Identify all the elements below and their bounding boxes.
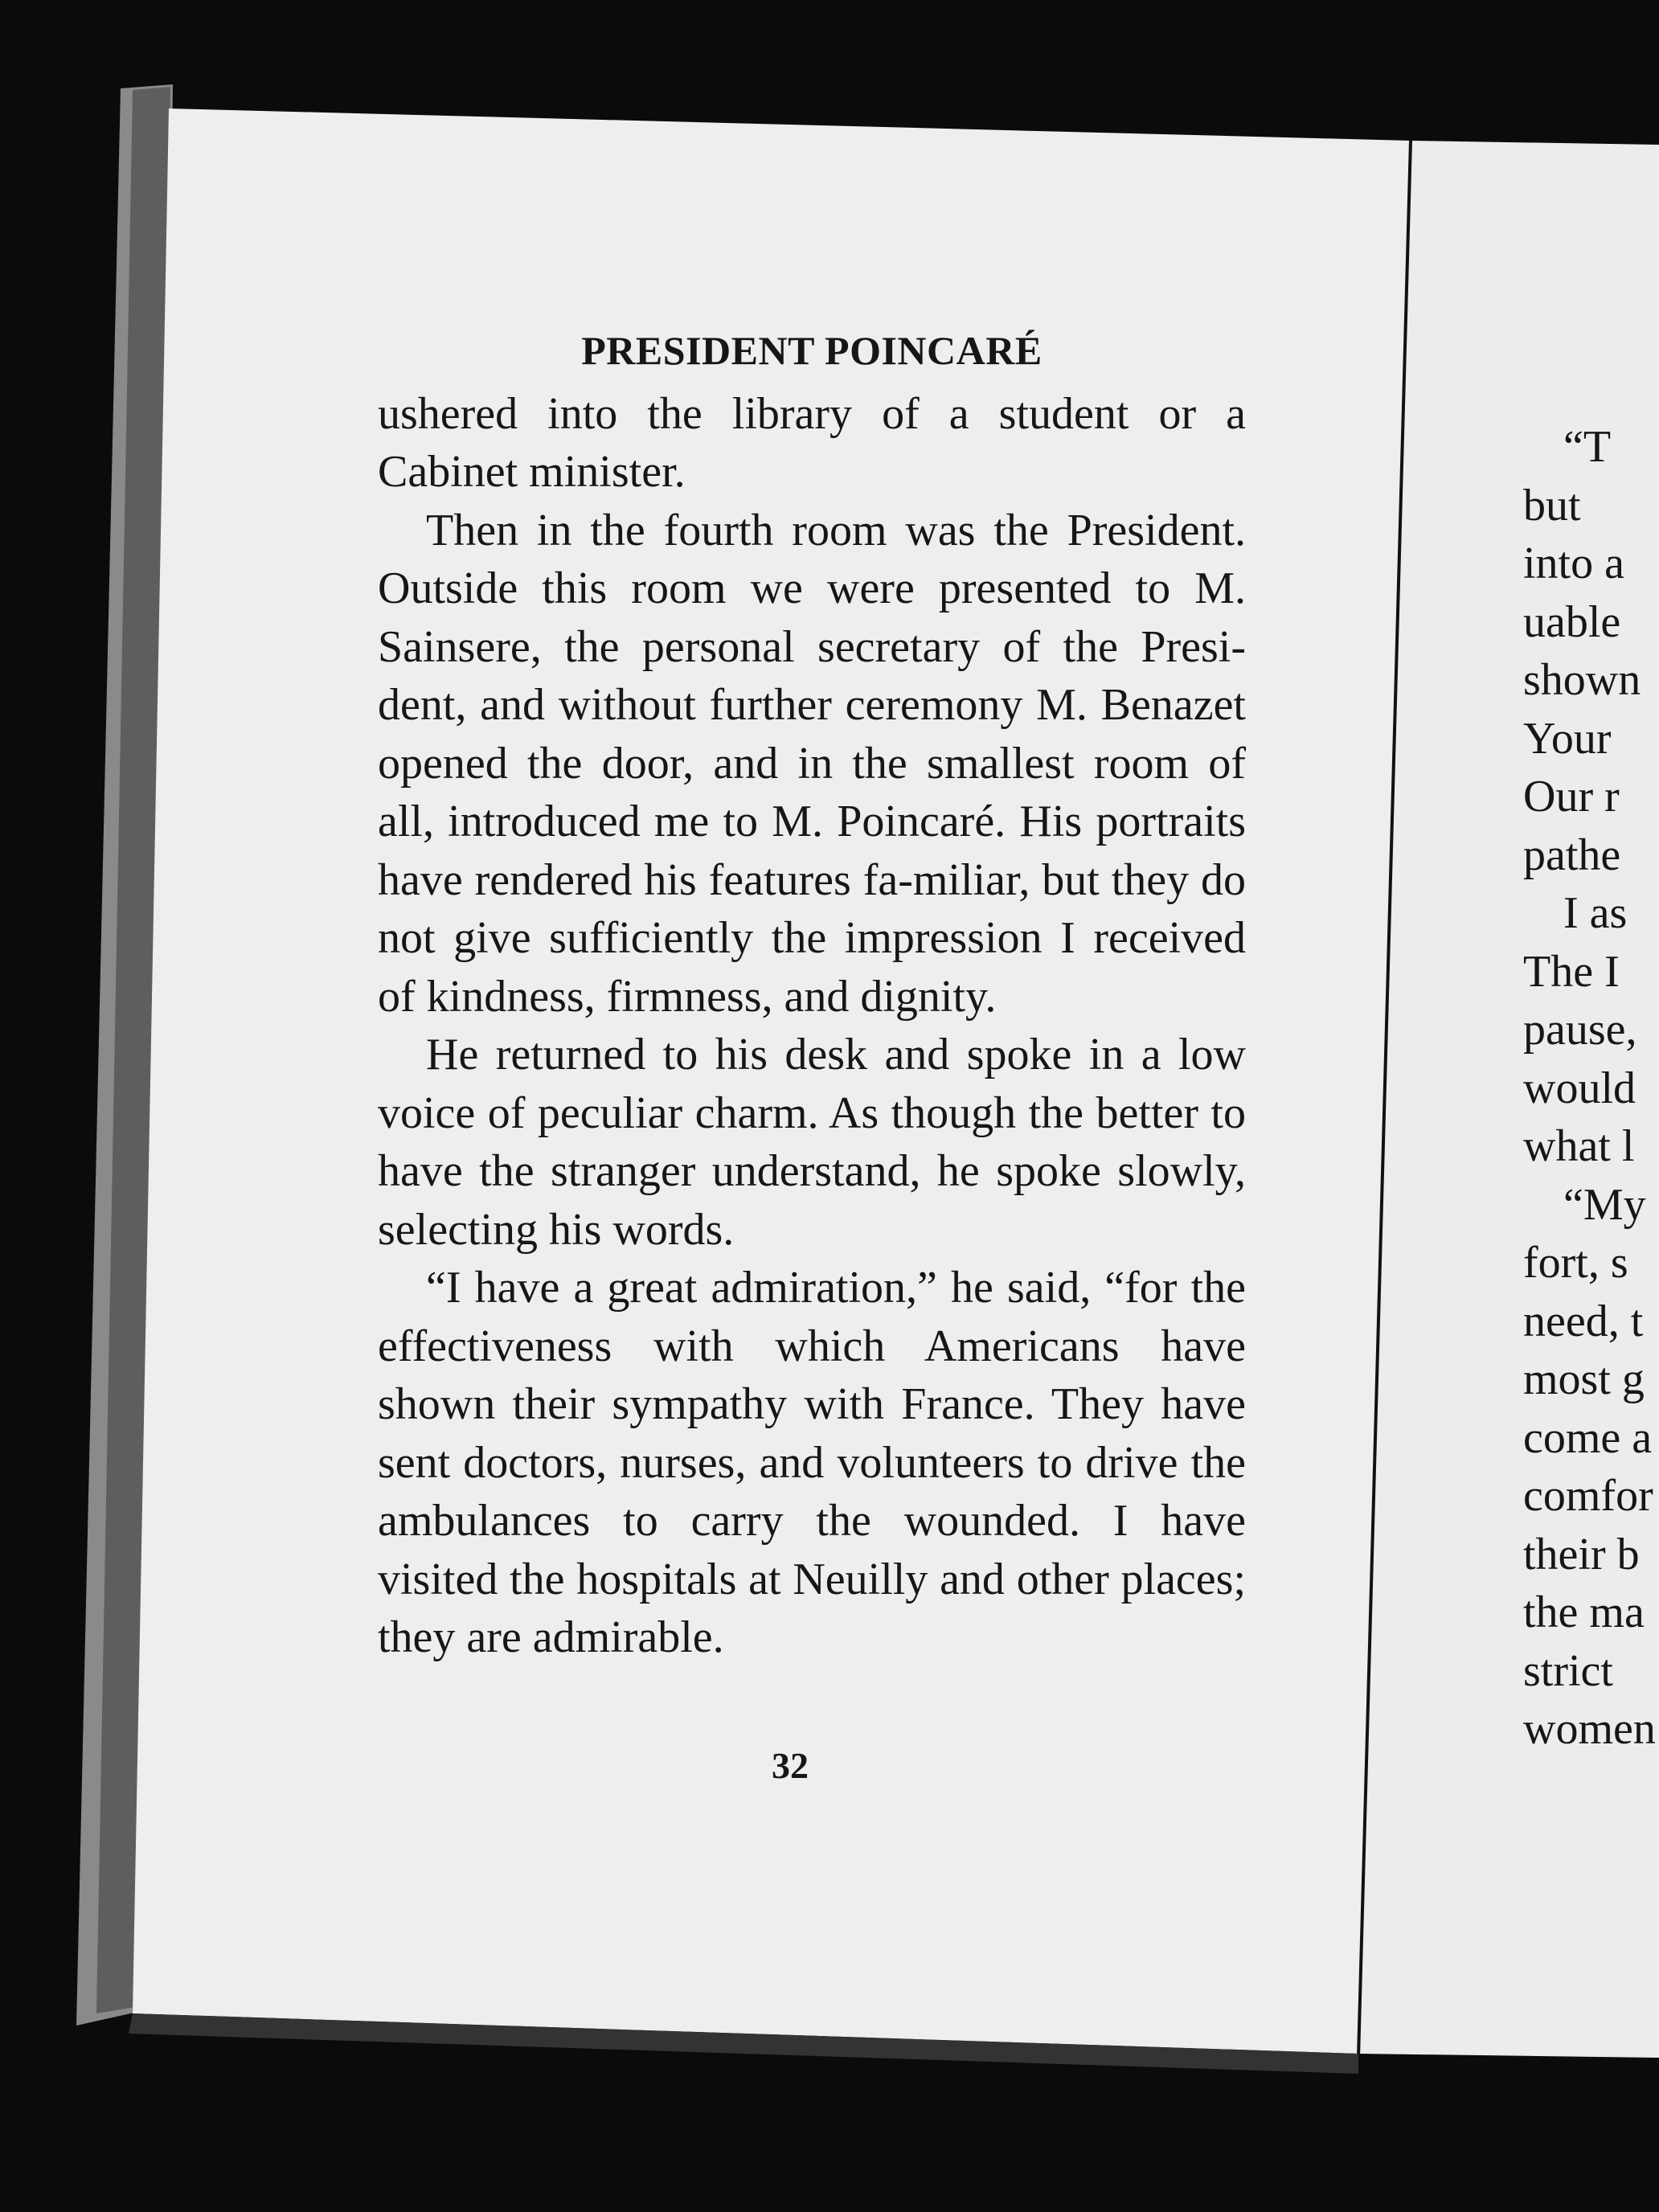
right-line: into a <box>1523 539 1624 588</box>
right-line: The I <box>1523 946 1620 997</box>
right-line: I as <box>1563 888 1628 938</box>
right-line: pathe <box>1523 830 1621 880</box>
right-line: their b <box>1523 1529 1640 1579</box>
paragraph-2: Then in the fourth room was the President. Outside this room we were presented to M. Sainsere, the personal secretary of the Presi-dent, and without further ceremony M. Benazet opened the door, and in the smallest room of all, introduced me to M. Poincaré. His portraits have rendered his features fa-miliar, but they do not give sufficiently the impression I received of kindness, firmness, and dignity. <box>378 505 1246 1022</box>
right-line: comfor <box>1523 1471 1653 1521</box>
right-line: the ma <box>1523 1587 1645 1637</box>
left-page <box>378 322 1246 1667</box>
right-line: most g <box>1523 1354 1645 1404</box>
running-head: PRESIDENT POINCARÉ <box>581 328 1043 373</box>
right-line: what l <box>1523 1121 1635 1171</box>
paragraph-1: ushered into the library of a student or a Cabinet minister. <box>378 388 1246 497</box>
right-line: would <box>1523 1063 1636 1113</box>
right-line: “My <box>1563 1179 1646 1230</box>
right-line: Your <box>1523 713 1612 764</box>
right-line: come a <box>1523 1412 1653 1463</box>
right-line: pause, <box>1523 1005 1637 1055</box>
right-line: strict <box>1523 1645 1613 1696</box>
page-number: 32 <box>772 1745 809 1786</box>
paragraph-4: “I have a great admiration,” he said, “for the effectiveness with which Americans have shown their sympathy with France. They have sent doctors, nurses, and volunteers to drive the ambulances to carry the wounded. I have visited the hospitals at Neuilly and other places; they are admirable. <box>378 1263 1246 1662</box>
paragraph-3: He returned to his desk and spoke in a low voice of peculiar charm. As though the better to have the stranger understand, he spoke slowly, selecting his words. <box>378 1030 1246 1255</box>
right-line: uable <box>1523 596 1621 647</box>
right-line: but <box>1523 480 1581 530</box>
right-line: “T <box>1563 422 1612 472</box>
right-line: fort, s <box>1523 1238 1628 1288</box>
right-page-fragments <box>1523 418 1659 1759</box>
right-line: shown <box>1523 655 1641 705</box>
right-line: Our r <box>1523 772 1620 821</box>
right-line: women <box>1523 1704 1656 1754</box>
right-line: need, t <box>1523 1296 1644 1346</box>
